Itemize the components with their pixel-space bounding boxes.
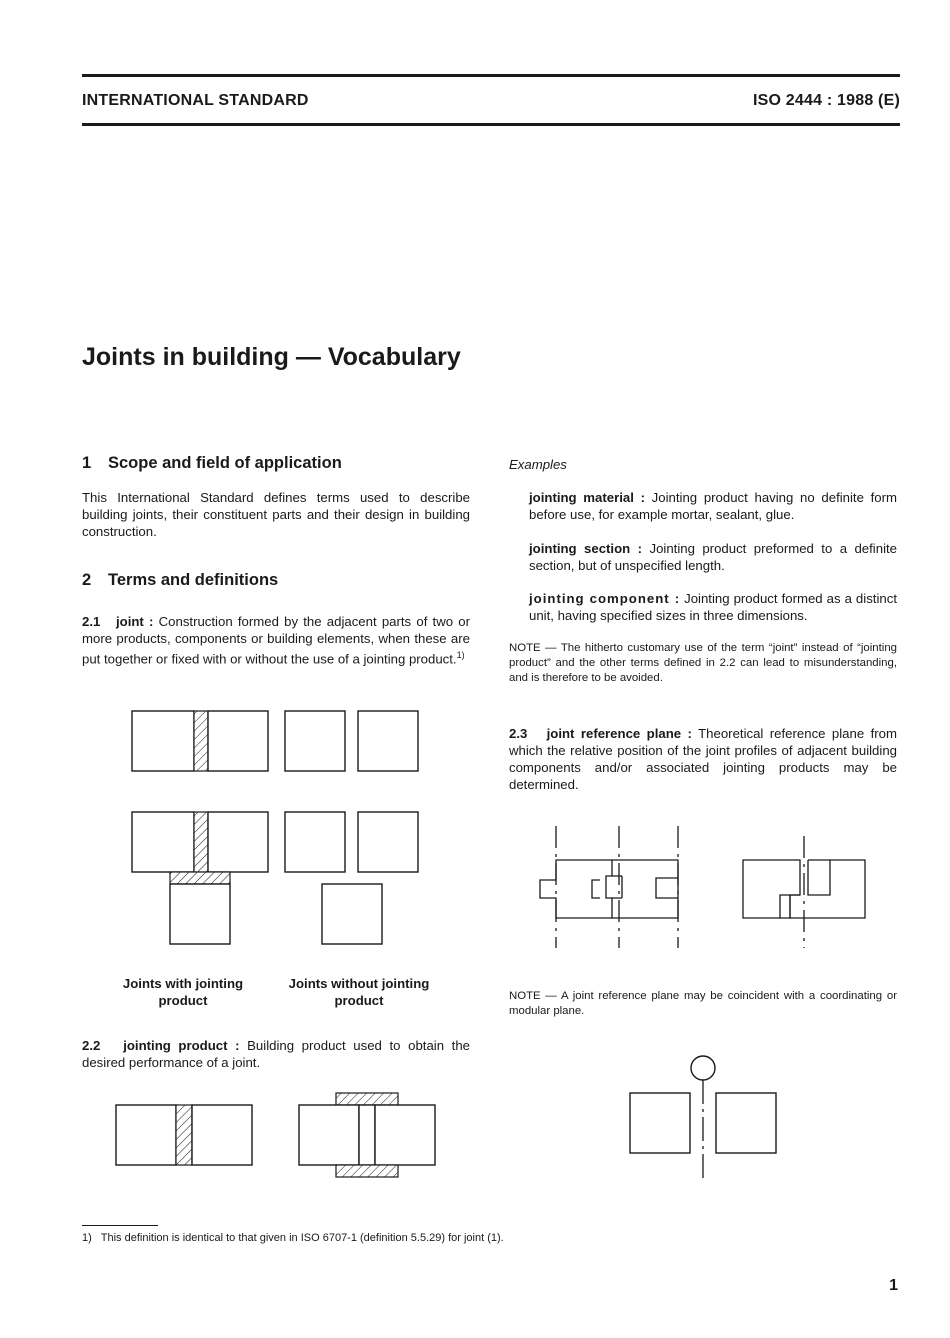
- definition-2-1-term: joint :: [115, 614, 154, 629]
- definition-2-3-note: NOTE — A joint reference plane may be coincident with a coordinating or modular plane.: [509, 990, 897, 1017]
- example-3-text: Jointing product formed as a distinct unit, having specified sizes in three dimensions.: [529, 591, 897, 623]
- section-1-body: This International Standard defines terms used to describe building joints, their constituent parts and their design in building construction.: [82, 490, 470, 539]
- definition-2-2: [82, 1037, 470, 1071]
- jointing-product-example-1: [116, 1105, 252, 1165]
- section-2-number: 2: [82, 571, 92, 589]
- caption-joints-without-product: Joints without jointing product: [288, 976, 430, 1008]
- definition-2-1-number: 2.1: [82, 614, 101, 629]
- header-standard-label: INTERNATIONAL STANDARD: [82, 92, 309, 109]
- joint-profile-diagram-2: [743, 836, 865, 948]
- example-jointing-material: [529, 489, 897, 523]
- jointing-product-example-2: [299, 1093, 435, 1177]
- footnote-reference: 1): [456, 650, 465, 660]
- joint-with-product-row2: [132, 812, 268, 944]
- joint-with-product-row1: [132, 711, 268, 771]
- example-1-term: jointing material :: [529, 490, 645, 505]
- footnote-marker: 1): [82, 1232, 92, 1244]
- definition-2-3: [509, 725, 897, 793]
- definition-2-3-text: Theoretical reference plane from which the relative position of the joint profiles of adjacent building components and/or associated jointing products may be determined.: [509, 726, 897, 792]
- examples-label: Examples: [509, 457, 567, 472]
- footnote-rule: [82, 1225, 158, 1226]
- joint-reference-plane-symbol: [630, 1056, 776, 1180]
- definition-2-3-number: 2.3: [509, 726, 528, 741]
- section-2-title: Terms and definitions: [108, 571, 279, 589]
- definition-2-1-text: Construction formed by the adjacent parts of two or more products, components or building elements, when these are put together or fixed with or without the use of a jointing product.: [82, 614, 471, 667]
- definition-2-3-term: joint reference plane :: [546, 726, 692, 741]
- example-2-term: jointing section :: [529, 541, 643, 556]
- example-jointing-component: [529, 590, 897, 624]
- example-1-text: Jointing product having no definite form before use, for example mortar, sealant, glue.: [529, 490, 897, 522]
- section-1-title: Scope and field of application: [108, 454, 342, 472]
- example-jointing-section: [529, 540, 897, 574]
- footnote: [82, 1232, 504, 1244]
- definition-2-2-number: 2.2: [82, 1038, 101, 1053]
- header-document-id: ISO 2444 : 1988 (E): [753, 92, 900, 109]
- caption-joints-with-product: Joints with jointing product: [122, 976, 244, 1008]
- joint-profile-diagram-1: [540, 826, 678, 948]
- joint-without-product-row1: [285, 711, 418, 771]
- section-1-number: 1: [82, 454, 92, 472]
- footnote-text: This definition is identical to that given in ISO 6707-1 (definition 5.5.29) for joint (1).: [100, 1232, 504, 1244]
- definition-2-2-term: jointing product :: [123, 1038, 240, 1053]
- definition-2-2-text: Building product used to obtain the desired performance of a joint.: [82, 1038, 470, 1070]
- joint-without-product-row2: [285, 812, 418, 944]
- example-3-term: jointing component :: [529, 591, 681, 606]
- example-2-text: Jointing product preformed to a definite section, but of unspecified length.: [529, 541, 897, 573]
- examples-note: NOTE — The hitherto customary use of the term “joint” instead of “jointing product” and the other terms defined in 2.2 can lead to misunderstanding, and is therefore to be avoided.: [509, 642, 897, 684]
- page-number: 1: [889, 1277, 898, 1294]
- page-title: Joints in building — Vocabulary: [82, 343, 461, 371]
